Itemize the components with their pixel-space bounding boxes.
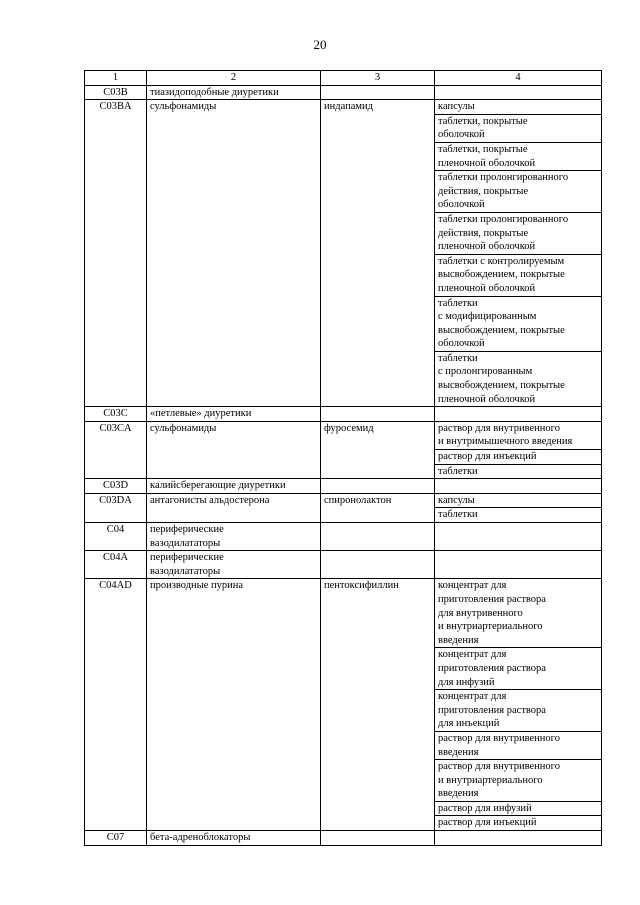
atc-code: C03B <box>85 85 147 100</box>
dosage-form: таблетки пролонгированного действия, покрытые оболочкой <box>435 171 601 213</box>
anatomical-therapeutic-group: сульфонамиды <box>147 100 321 407</box>
dosage-form: таблетки с контролируемым высвобождением, покрытые пленочной оболочкой <box>435 255 601 297</box>
dosage-form: концентрат для приготовления раствора для внутривенного и внутриартериального введения <box>435 579 601 648</box>
column-header-1: 1 <box>85 71 147 86</box>
dosage-form: таблетки, покрытые пленочной оболочкой <box>435 143 601 171</box>
dosage-forms-cell <box>435 551 602 579</box>
anatomical-therapeutic-group: производные пурина <box>147 579 321 831</box>
dosage-forms-cell <box>435 523 602 551</box>
dosage-form: раствор для внутривенного введения <box>435 732 601 760</box>
table-row <box>85 551 602 579</box>
table-row <box>85 579 602 831</box>
table-row <box>85 831 602 846</box>
column-header-4: 4 <box>435 71 602 86</box>
anatomical-therapeutic-group: тиазидоподобные диуретики <box>147 85 321 100</box>
dosage-forms-cell <box>435 493 602 522</box>
drug-name: индапамид <box>321 100 435 407</box>
dosage-forms-cell <box>435 479 602 494</box>
dosage-form: раствор для инъекций <box>435 450 601 465</box>
drug-name <box>321 831 435 846</box>
drug-name: пентоксифиллин <box>321 579 435 831</box>
atc-code: C03CA <box>85 421 147 478</box>
table-row <box>85 523 602 551</box>
atc-code: C03DA <box>85 493 147 522</box>
dosage-form: таблетки с пролонгированным высвобождением, покрытые пленочной оболочкой <box>438 352 565 405</box>
anatomical-therapeutic-group: сульфонамиды <box>147 421 321 478</box>
drug-name <box>321 407 435 422</box>
dosage-form: капсулы <box>435 494 601 509</box>
dosage-form: раствор для инъекций <box>438 817 537 829</box>
table-row <box>85 493 602 522</box>
dosage-form: раствор для инфузий <box>435 802 601 817</box>
anatomical-therapeutic-group: бета-адреноблокаторы <box>147 831 321 846</box>
drug-name: фуросемид <box>321 421 435 478</box>
atc-code: C04A <box>85 551 147 579</box>
atc-code: C03D <box>85 479 147 494</box>
atc-code: C04 <box>85 523 147 551</box>
anatomical-therapeutic-group: калийсберегающие диуретики <box>147 479 321 494</box>
atc-code: C07 <box>85 831 147 846</box>
anatomical-therapeutic-group: «петлевые» диуретики <box>147 407 321 422</box>
table-row <box>85 85 602 100</box>
dosage-forms-cell <box>435 85 602 100</box>
column-header-2: 2 <box>147 71 321 86</box>
dosage-form: таблетки <box>438 465 478 477</box>
drug-name: спиронолактон <box>321 493 435 522</box>
dosage-forms-cell <box>435 831 602 846</box>
dosage-forms-cell <box>435 421 602 478</box>
table-row <box>85 479 602 494</box>
header-row <box>85 71 602 86</box>
dosage-form: капсулы <box>435 100 601 115</box>
anatomical-therapeutic-group: периферические вазодилататоры <box>147 551 321 579</box>
dosage-form: раствор для внутривенного и внутримышечного введения <box>435 422 601 450</box>
drug-table <box>84 70 602 846</box>
table-row <box>85 100 602 407</box>
drug-name <box>321 523 435 551</box>
drug-name <box>321 479 435 494</box>
atc-code: C04AD <box>85 579 147 831</box>
anatomical-therapeutic-group: периферические вазодилататоры <box>147 523 321 551</box>
table-row <box>85 421 602 478</box>
column-header-3: 3 <box>321 71 435 86</box>
dosage-forms-cell <box>435 579 602 831</box>
page-number: 20 <box>313 37 327 52</box>
drug-name <box>321 85 435 100</box>
dosage-form: таблетки пролонгированного действия, покрытые пленочной оболочкой <box>435 213 601 255</box>
dosage-form: раствор для внутривенного и внутриартериального введения <box>435 760 601 802</box>
dosage-forms-cell <box>435 407 602 422</box>
table-body <box>85 85 602 845</box>
dosage-form: концентрат для приготовления раствора для инфузий <box>435 648 601 690</box>
dosage-form: таблетки с модифицированным высвобождением, покрытые оболочкой <box>435 297 601 352</box>
dosage-form: таблетки <box>438 509 478 521</box>
anatomical-therapeutic-group: антагонисты альдостерона <box>147 493 321 522</box>
atc-code: C03C <box>85 407 147 422</box>
dosage-forms-cell <box>435 100 602 407</box>
atc-code: C03BA <box>85 100 147 407</box>
dosage-form: таблетки, покрытые оболочкой <box>435 115 601 143</box>
table-row <box>85 407 602 422</box>
dosage-form: концентрат для приготовления раствора для инъекций <box>435 690 601 732</box>
drug-name <box>321 551 435 579</box>
